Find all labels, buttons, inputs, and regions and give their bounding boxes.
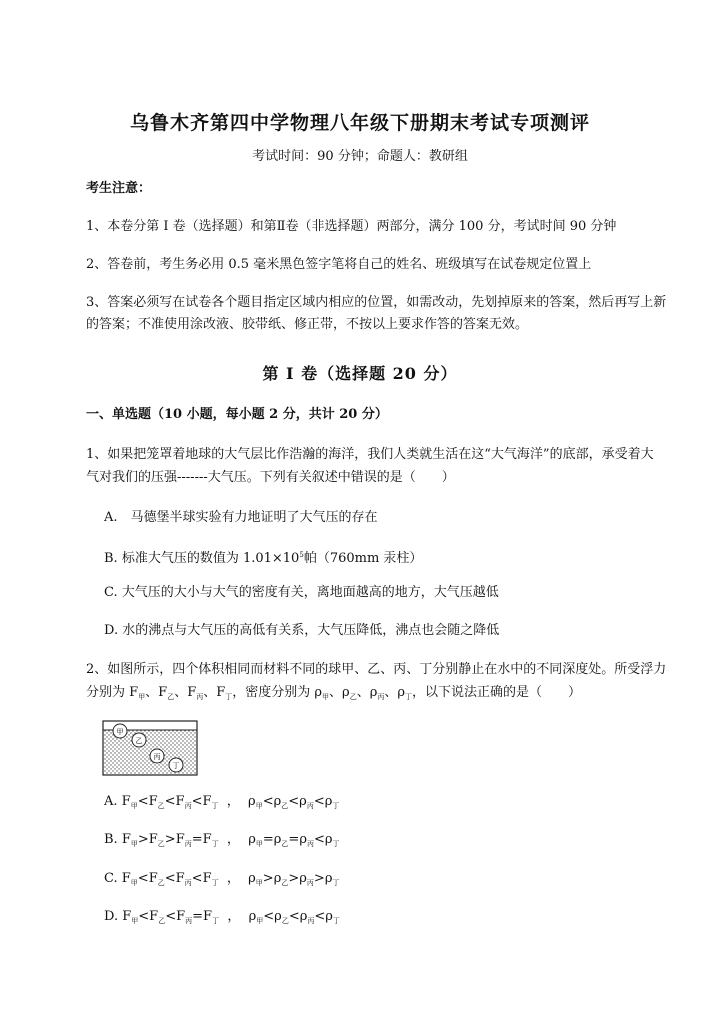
- notice-item-3-line-1: 3、答案必须写在试卷各个题目指定区域内相应的位置，如需改动，先划掉原来的答案，然后再写上新: [86, 295, 667, 310]
- svg-text:丁: 丁: [172, 762, 180, 770]
- q2-option-c: C. $F_甲<F_乙<F_丙<F_丁$ ， $\rho_甲>\rho_乙>\rho_丙>\rho_丁$: [104, 871, 340, 887]
- notice-item-3-line-2: 的答案；不准使用涂改液、胶带纸、修正带，不按以上要求作答的答案无效。: [86, 317, 529, 332]
- ball-yi: [132, 733, 146, 747]
- water-container-figure: [102, 720, 198, 776]
- subscript: 甲: [138, 693, 146, 701]
- ball-jia: [113, 724, 127, 738]
- q1-stem-line-2: 气对我们的压强-------大气压。下列有关叙述中错误的是（ ）: [86, 470, 455, 485]
- q2-text: 、ρ: [384, 685, 405, 700]
- q2-text: 、ρ: [356, 685, 378, 700]
- q1-option-c: C. 大气压的大小与大气的密度有关，离地面越高的地方，大气压越低: [104, 585, 499, 600]
- q2-text: 、ρ: [329, 685, 350, 700]
- page-title: 乌鲁木齐第四中学物理八年级下册期末考试专项测评: [129, 112, 590, 134]
- section-heading: 一、单选题（10 小题，每小题 2 分，共计 20 分）: [86, 407, 388, 422]
- notice-heading: 考生注意：: [86, 181, 152, 196]
- q2-option-d: D. $F_甲<F_乙<F_丙=F_丁$ ， $\rho_甲<\rho_乙<\rho_丙<\rho_丁$: [104, 909, 340, 925]
- q1-option-b-post: 帕（760mm 汞柱）: [303, 551, 423, 566]
- q1-option-b: [104, 544, 422, 570]
- subscript: 丁: [225, 693, 233, 701]
- q1-option-b-pre: B. 标准大气压的数值为 1.01×10: [104, 551, 300, 566]
- subscript: 甲: [322, 693, 330, 701]
- q2-text: 分别为 F: [86, 685, 139, 700]
- q1-option-b-exponent: 5: [299, 551, 304, 559]
- subscript: 丙: [377, 693, 385, 701]
- q1-stem-line-1: 1、如果把笼罩着地球的大气层比作浩瀚的海洋，我们人类就生活在这“大气海洋”的底部，承受着大: [86, 447, 654, 462]
- part-title: 第 I 卷（选择题 20 分）: [262, 364, 458, 383]
- q2-text: ，密度分别为 ρ: [232, 685, 323, 700]
- subscript: 乙: [349, 693, 357, 701]
- svg-text:丙: 丙: [153, 753, 161, 761]
- subscript: 丙: [196, 693, 204, 701]
- q2-text: 、F: [203, 685, 226, 700]
- q2-text: 、F: [174, 685, 197, 700]
- q2-text: 、F: [145, 685, 168, 700]
- q2-option-a: A. $F_甲<F_乙<F_丙<F_丁$ ， $\rho_甲<\rho_乙<\rho_丙<\rho_丁$: [104, 794, 340, 810]
- svg-text:乙: 乙: [135, 737, 143, 745]
- subscript: 丁: [405, 693, 412, 701]
- q2-text: ，以下说法正确的是（ ）: [412, 685, 582, 700]
- notice-item-1: 1、本卷分第 I 卷（选择题）和第Ⅱ卷（非选择题）两部分，满分 100 分，考试时间 90 分钟: [86, 219, 617, 234]
- svg-text:甲: 甲: [116, 728, 124, 736]
- ball-bing: [150, 749, 164, 763]
- ball-ding: [169, 758, 183, 772]
- q2-stem-line-1: 2、如图所示，四个体积相同而材料不同的球甲、乙、丙、丁分别静止在水中的不同深度处。所受浮力: [86, 662, 667, 677]
- q2-stem-line-2: [86, 682, 686, 708]
- q2-option-b: B. $F_甲>F_乙>F_丙=F_丁$ ， $\rho_甲=\rho_乙=\rho_丙<\rho_丁$: [104, 832, 340, 848]
- exam-info: 考试时间：90 分钟；命题人：教研组: [252, 149, 468, 164]
- q1-option-d: D. 水的沸点与大气压的高低有关系，大气压降低，沸点也会随之降低: [104, 623, 500, 638]
- subscript: 乙: [167, 693, 175, 701]
- notice-item-2: 2、答卷前，考生务必用 0.5 毫米黑色签字笔将自己的姓名、班级填写在试卷规定位置上: [86, 257, 592, 272]
- q1-option-a: A. 马德堡半球实验有力地证明了大气压的存在: [104, 510, 378, 525]
